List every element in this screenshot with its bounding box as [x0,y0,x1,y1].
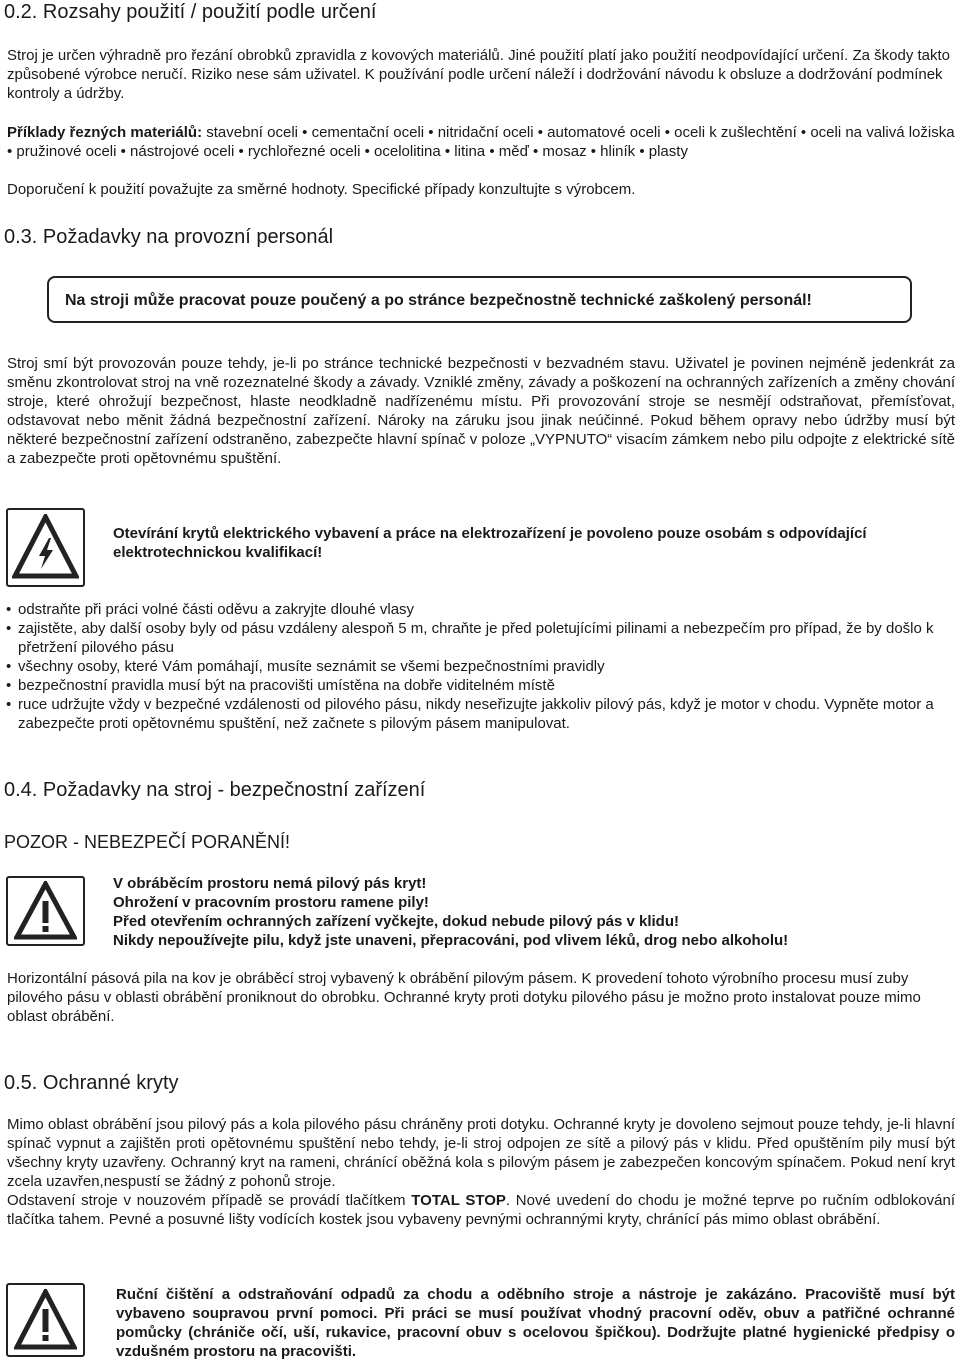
exclamation-warning-icon [14,1289,77,1351]
electrical-warning-text: Otevírání krytů elektrického vybavení a práce na elektrozařízení je povoleno pouze osobám s odpovídající elektrotechnickou kvalifikací! [113,525,867,561]
list-item: • ruce udržujte vždy v bezpečné vzdálenosti od pilového pásu, nikdy neseřizujte jakkoliv pilový pás, když je motor v chodu. Vypněte motor a zabezpečte proti opětovnému spuštění, než začnete s pilovým pásem manipulovat. [6,695,956,733]
paragraph-operation-conditions: Stroj smí být provozován pouze tehdy, je-li po stránce technické bezpečnosti v bezvadném stavu. Uživatel je povinen nejméně jedenkrát za směnu zkontrolovat stroj na vně rozeznatelné škody a závady. Vzniklé změny, závady a poškození na ochranných zařízeních a změny chování stroje, které ohrožují bezpečnost, hlaste neodkladně nadřízenému místu. Při provozování stroje se nesmějí odstraňovat, přemísťovat, odstavovat nebo měnit žádná bezpečnostní zařízení. Nároky na záruku jsou jinak neúčinné. Pokud během opravy nebo údržby musí být některé bezpečnostní zařízení odstraněno, zabezpečte hlavní spínač v poloze „VYPNUTO“ visacím zámkem nebo pilu odpojte z elektrické sítě a zabezpečte proti opětovnému spuštění. [7,355,955,467]
paragraph-intended-use: Stroj je určen výhradně pro řezání obrobků zpravidla z kovových materiálů. Jiné použití platí jako použití neodpovídající určení. Za škody takto způsobené výrobce neručí. Riziko nese sám uživatel. K používání podle určení náleží i dodržování návodu k obsluze a dodržování podmínek kontroly a údržby. [7,47,951,102]
list-item: • zajistěte, aby další osoby byly od pásu vzdáleny alespoň 5 m, chraňte je před poletujícími pilinami a nebezpečím pro případ, že by došlo k přetržení pilového pásu [6,619,956,657]
paragraph-materials [7,123,955,161]
general-hazard-sign [6,876,85,946]
personnel-notice-box [47,276,912,323]
saw-warning-block [113,874,953,950]
total-stop-label: TOTAL STOP [411,1192,506,1209]
materials-list: stavební oceli • cementační oceli • nitridační oceli • automatové oceli • oceli k zušlechtění • oceli na valivá ložiska • pružinové oceli • nástrojové oceli • rychlořezné oceli • ocelolitina • litina • měď • mosaz • hliník • plasty [7,124,955,160]
final-safety-warning: Ruční čištění a odstraňování odpadů za chodu a oděbního stroje a nástroje je zakázáno. Pracoviště musí být vybaveno soupravou první pomoci. Při práci se musí používat vhodný pracovní oděv, obuv a patřičné ochranné pomůcky (chrániče očí, uší, rukavice, pracovní obuv s ocelovou špičkou). Dodržujte platné hygienické předpisy o vzdušném prostoru na pracovišti. [116,1286,955,1360]
warning-line: V obráběcím prostoru nemá pilový pás kryt! [113,875,427,892]
section-heading-0-4: 0.4. Požadavky na stroj - bezpečnostní zařízení [4,779,426,801]
exclamation-warning-icon [14,881,77,941]
warning-line: Nikdy nepoužívejte pilu, když jste unaveni, přepracováni, pod vlivem léků, drog nebo alkoholu! [113,932,789,949]
electrical-hazard-sign [6,508,85,587]
section-heading-0-5: 0.5. Ochranné kryty [4,1072,179,1094]
lightning-warning-icon [12,514,79,581]
danger-title: POZOR - NEBEZPEČÍ PORANĚNÍ! [4,832,291,852]
materials-label: Příklady řezných materiálů: [7,124,203,141]
paragraph-emergency-stop [7,1191,955,1229]
emergency-text-b: . Nové uvedení do chodu je možné teprve po ručním odblokování tlačítka tahem. Pevné a posuvné lišty vodících kostek jsou vybaveny pevnými ochrannými kryty, chránící pás mimo oblast obrábění. [7,1192,955,1228]
list-item: • všechny osoby, které Vám pomáhají, musíte seznámit se všemi bezpečnostními pravidly [6,657,956,676]
warning-line: Ohrožení v pracovním prostoru ramene pily! [113,894,429,911]
personnel-notice-text: Na stroji může pracovat pouze poučený a po stránce bezpečnostně technické zaškolený personál! [65,292,812,309]
safety-bullet-list [6,600,956,733]
section-heading-0-2: 0.2. Rozsahy použití / použití podle určení [4,1,377,23]
paragraph-guards: Mimo oblast obrábění jsou pilový pás a kola pilového pásu chráněny proti dotyku. Ochranné kryty je dovoleno sejmout pouze tehdy, je-li hlavní spínač vypnut a zajištěn proti opětovnému spuštění nebo tehdy, je-li stroj odpojen ze sítě a pilový pás v klidu. Před opuštěním pily musí být všechny kryty uzavřeny. Ochranný kryt na rameni, chránící oběžná kola s pilovým pásem je zabezpečen koncovým spínačem. Pokud není kryt zcela uzavřen,nespustí se žádný z pohonů stroje. [7,1116,955,1190]
paragraph-machine-description: Horizontální pásová pila na kov je obráběcí stroj vybavený k obrábění pilovým pásem. K provedení tohoto výrobního procesu musí zuby pilového pásu v oblasti obrábění proniknout do obrobku. Ochranné kryty proti dotyku pilového pásu je možno proto instalovat pouze mimo oblast obrábění. [7,970,921,1025]
paragraph-recommendation: Doporučení k použití považujte za směrné hodnoty. Specifické případy konzultujte s výrobcem. [7,181,636,198]
emergency-text-a: Odstavení stroje v nouzovém případě se provádí tlačítkem [7,1192,406,1209]
list-item: • odstraňte při práci volné části oděvu a zakryjte dlouhé vlasy [6,600,956,619]
section-heading-0-3: 0.3. Požadavky na provozní personál [4,226,334,248]
general-hazard-sign-2 [6,1283,85,1357]
list-item: • bezpečnostní pravidla musí být na pracovišti umístěna na dobře viditelném místě [6,676,956,695]
warning-line: Před otevřením ochranných zařízení vyčkejte, dokud nebude pilový pás v klidu! [113,913,679,930]
